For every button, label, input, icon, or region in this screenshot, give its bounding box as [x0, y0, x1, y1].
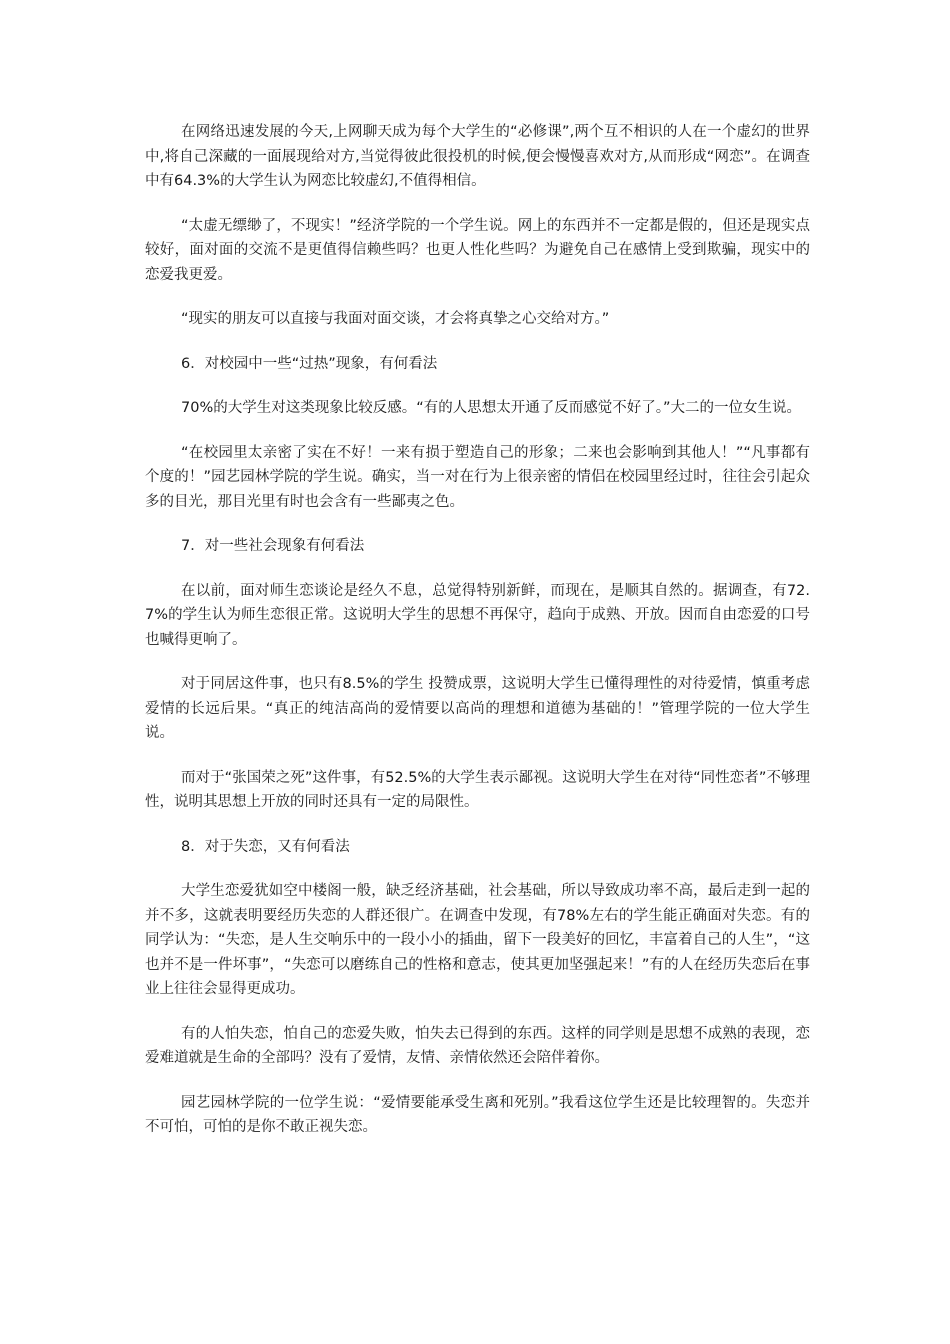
paragraph-leslie-cheung: 而对于“张国荣之死”这件事，有52.5%的大学生表示鄙视。这说明大学生在对待“同性恋者”不够理性，说明其思想上开放的同时还具有一定的局限性。: [145, 769, 810, 810]
paragraph-campus-intimacy: “在校园里太亲密了实在不好！一来有损于塑造自己的形象；二来也会影响到其他人！”“凡事都有个度的！”园艺园林学院的学生说。确实，当一对在行为上很亲密的情侣在校园里经过时，往往会引起众多的目光，那目光里有时也会含有一些鄙夷之色。: [145, 444, 810, 510]
section-heading-7: 7．对一些社会现象有何看法: [181, 538, 365, 554]
document-body: [145, 120, 810, 1160]
section-heading-8: 8．对于失恋，又有何看法: [181, 838, 350, 855]
paragraph-cohabitation: 对于同居这件事，也只有8.5%的学生 投赞成票，这说明大学生已懂得理性的对待爱情，慎重考虑爱情的长远后果。“真正的纯洁高尚的爱情要以高尚的理想和道德为基础的！”管理学院的一位大学生说。: [145, 676, 810, 741]
paragraph-horticulture-student: 园艺园林学院的一位学生说：“爱情要能承受生离和死别。”我看这位学生还是比较理智的。失恋并不可怕，可怕的是你不敢正视失恋。: [145, 1094, 810, 1135]
paragraph-real-friends-quote: “现实的朋友可以直接与我面对面交谈，才会将真挚之心交给对方。”: [181, 311, 610, 327]
paragraph-economics-student-quote: “太虚无缥缈了，不现实！”经济学院的一个学生说。网上的东西并不一定都是假的，但还是现实点较好，面对面的交流不是更值得信赖些吗？也更人性化些吗？为避免自己在感情上受到欺骗，现实中的恋爱我更爱。: [145, 217, 810, 283]
paragraph-online-chat-intro: 在网络迅速发展的今天,上网聊天成为每个大学生的“必修课”,两个互不相识的人在一个虚幻的世界中,将自己深藏的一面展现给对方,当觉得彼此很投机的时候,便会慢慢喜欢对方,从而形成“网恋”。在调查中有64.3%的大学生认为网恋比较虚幻,不值得相信。: [145, 124, 810, 189]
paragraph-fear-of-breakup: 有的人怕失恋，怕自己的恋爱失败，怕失去已得到的东西。这样的同学则是思想不成熟的表现，恋爱难道就是生命的全部吗？没有了爱情，友情、亲情依然还会陪伴着你。: [145, 1025, 810, 1066]
paragraph-campus-overheated: 70%的大学生对这类现象比较反感。“有的人思想太开通了反而感觉不好了。”大二的一位女生说。: [181, 400, 801, 416]
section-heading-6: 6．对校园中一些“过热”现象，有何看法: [181, 355, 438, 372]
paragraph-teacher-student-love: 在以前，面对师生恋谈论是经久不息，总觉得特别新鲜，而现在，是顺其自然的。据调查，有72.7%的学生认为师生恋很正常。这说明大学生的思想不再保守，趋向于成熟、开放。因而自由恋爱的口号也喊得更响了。: [145, 582, 810, 648]
paragraph-breakup-survey: 大学生恋爱犹如空中楼阁一般，缺乏经济基础，社会基础，所以导致成功率不高，最后走到一起的并不多，这就表明要经历失恋的人群还很广。在调查中发现，有78%左右的学生能正确面对失恋。有的同学认为：“失恋，是人生交响乐中的一段小小的插曲，留下一段美好的回忆，丰富着自己的人生”，“这也并不是一件坏事”，“失恋可以磨练自己的性格和意志，使其更加坚强起来！”有的人在经历失恋后在事业上往往会显得更成功。: [145, 883, 810, 997]
